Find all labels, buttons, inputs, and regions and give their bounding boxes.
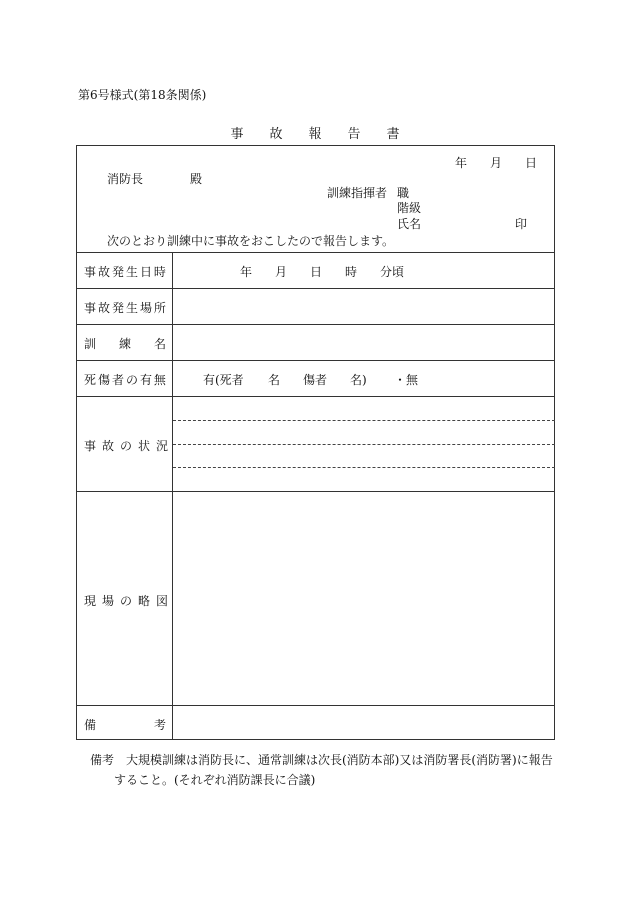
rank-label: 階級 — [397, 201, 422, 215]
label-char: 所 — [153, 301, 166, 315]
table-rule — [76, 360, 555, 361]
label-char: 場 — [139, 301, 152, 315]
label-char: 図 — [155, 594, 168, 608]
casualties-yes-dead: 有(死者 — [203, 373, 244, 387]
label-char: 傷 — [97, 373, 110, 387]
label-char: 故 — [101, 439, 114, 453]
label-char: 略 — [137, 594, 150, 608]
date-day-label: 日 — [525, 156, 538, 170]
title-char: 報 — [308, 127, 322, 142]
footnote-line-2: すること。(それぞれ消防課長に合議) — [114, 773, 316, 787]
label-char: 故 — [97, 301, 110, 315]
label-char: 故 — [97, 265, 110, 279]
occurrence-place-label — [84, 299, 166, 316]
site-sketch-label — [84, 592, 168, 609]
post-label: 職 — [397, 186, 410, 200]
title-char: 事 — [230, 127, 244, 142]
title-char: 故 — [269, 127, 283, 142]
label-char: 事 — [84, 265, 97, 279]
casualties-injured-unit: 名) — [350, 373, 367, 387]
label-char: 事 — [84, 301, 97, 315]
label-char: 名 — [153, 337, 166, 351]
label-char: の — [119, 439, 132, 453]
table-rule — [76, 705, 555, 706]
casualties-injured: 傷者 — [303, 373, 328, 387]
training-name-label — [84, 335, 166, 352]
label-char: 訓 — [84, 337, 97, 351]
label-char: の — [119, 594, 132, 608]
label-char: 事 — [84, 439, 97, 453]
occurrence-hour-unit: 時 — [345, 265, 358, 279]
form-number-label: 第6号様式(第18条関係) — [78, 88, 207, 102]
occurrence-day-unit: 日 — [310, 265, 323, 279]
name-label: 氏名 — [397, 217, 422, 231]
table-rule — [76, 396, 555, 397]
label-char: 生 — [125, 301, 138, 315]
label-char: 考 — [153, 718, 166, 732]
table-rule — [76, 288, 555, 289]
label-column-divider — [172, 252, 173, 740]
report-statement: 次のとおり訓練中に事故をおこしたので報告します。 — [107, 234, 395, 248]
casualties-dead-unit: 名 — [268, 373, 281, 387]
label-char: 現 — [84, 594, 97, 608]
table-rule — [76, 252, 555, 253]
remarks-label — [84, 716, 166, 733]
title-char: 告 — [347, 127, 361, 142]
date-month-label: 月 — [490, 156, 503, 170]
document-title — [0, 123, 630, 142]
label-char: 状 — [137, 439, 150, 453]
label-char: 況 — [155, 439, 168, 453]
occurrence-year-unit: 年 — [240, 265, 253, 279]
casualties-no: ・無 — [394, 373, 419, 387]
label-char: 練 — [118, 337, 131, 351]
occurrence-month-unit: 月 — [275, 265, 288, 279]
honorific-label: 殿 — [190, 172, 203, 186]
label-char: 発 — [111, 265, 124, 279]
label-char: 備 — [84, 718, 97, 732]
label-char: 生 — [125, 265, 138, 279]
label-char: 日 — [139, 265, 152, 279]
label-char: 時 — [153, 265, 166, 279]
situation-writing-line — [173, 420, 555, 421]
date-year-label: 年 — [455, 156, 468, 170]
label-char: 無 — [153, 373, 166, 387]
table-rule — [76, 491, 555, 492]
reporter-label: 訓練指揮者 — [327, 186, 388, 200]
label-char: 死 — [84, 373, 97, 387]
occurrence-time-label — [84, 263, 166, 280]
label-char: 場 — [101, 594, 114, 608]
occurrence-minute-unit: 分頃 — [380, 265, 405, 279]
label-char: の — [125, 373, 138, 387]
label-char: 有 — [139, 373, 152, 387]
casualties-label — [84, 371, 166, 388]
label-char: 者 — [111, 373, 124, 387]
label-char: 発 — [111, 301, 124, 315]
recipient-label: 消防長 — [107, 172, 144, 186]
situation-writing-line — [173, 444, 555, 445]
situation-label — [84, 437, 168, 454]
table-rule — [76, 324, 555, 325]
footnote-line-1: 備考 大規模訓練は消防長に、通常訓練は次長(消防本部)又は消防署長(消防署)に報告 — [90, 753, 553, 767]
seal-label: 印 — [515, 217, 528, 231]
title-char: 書 — [386, 127, 400, 142]
situation-writing-line — [173, 467, 555, 468]
